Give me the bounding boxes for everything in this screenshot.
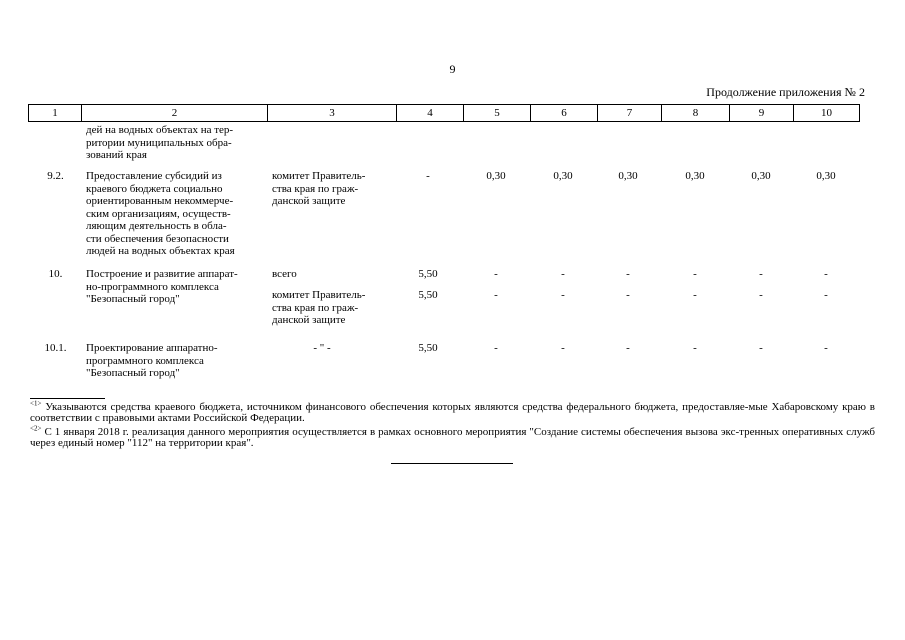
measure-name: [86, 342, 261, 380]
text-line: ства края по граж-: [272, 182, 359, 195]
row-number: 10.1.: [44, 342, 67, 354]
text-line: зований края: [86, 149, 147, 161]
footnote-mark: <1>: [30, 399, 42, 408]
text-line: "Безопасный город": [86, 367, 180, 379]
executor: [272, 268, 397, 281]
text-line: ским организациям, осуществ-: [86, 207, 231, 220]
measure-name: [86, 268, 261, 306]
value-cell: 0,30: [685, 170, 705, 182]
value-cell: -: [693, 289, 697, 301]
text-line: ритории муниципальных обра-: [86, 136, 232, 149]
value-cell: -: [626, 268, 630, 280]
text-line: сти обеспечения безопасности: [86, 232, 229, 245]
column-header: 2: [82, 105, 268, 122]
text-line: Предоставление субсидий из: [86, 170, 222, 182]
text-line: - " -: [313, 342, 331, 354]
footnote: [30, 424, 875, 449]
value-cell: -: [693, 268, 697, 280]
value-cell: -: [494, 268, 498, 280]
value-cell: -: [561, 268, 565, 280]
text-line: комитет Правитель-: [272, 289, 366, 301]
column-header: 9: [730, 105, 794, 122]
row-number: 9.2.: [47, 170, 64, 182]
footnote-mark: <2>: [30, 424, 42, 433]
value-cell: 0,30: [816, 170, 836, 182]
value-cell: 0,30: [751, 170, 771, 182]
value-cell: -: [759, 342, 763, 354]
text-line: но-программного комплекса: [86, 280, 219, 293]
footnote-text: С 1 января 2018 г. реализация данного мероприятия осуществляется в рамках основного мероприятия "Создание системы обеспечения вызова экс-тренных оперативных служб через единый номер "112" на территории края".: [30, 426, 875, 449]
text-line: людей на водных объектах края: [86, 245, 235, 257]
value-cell: 5,50: [418, 268, 438, 280]
text-line: краевого бюджета социально: [86, 182, 223, 195]
text-line: всего: [272, 268, 297, 280]
end-divider: [391, 463, 513, 464]
column-header: 10: [794, 105, 860, 122]
value-cell: 0,30: [553, 170, 573, 182]
value-cell: -: [561, 289, 565, 301]
value-cell: -: [759, 289, 763, 301]
column-header: 3: [268, 105, 397, 122]
measure-name: [86, 124, 261, 162]
page-number: 9: [449, 62, 456, 76]
footnote: [30, 399, 875, 424]
text-line: Построение и развитие аппарат-: [86, 268, 238, 280]
text-line: Проектирование аппаратно-: [86, 342, 218, 354]
value-cell: -: [824, 268, 828, 280]
continuation-heading: Продолжение приложения № 2: [706, 85, 865, 99]
text-line: программного комплекса: [86, 354, 204, 367]
measure-name: [86, 170, 261, 258]
value-cell: 0,30: [618, 170, 638, 182]
value-cell: 5,50: [418, 342, 438, 354]
column-header: 4: [397, 105, 464, 122]
executor: [272, 342, 372, 355]
text-line: "Безопасный город": [86, 293, 180, 305]
executor: [272, 170, 397, 208]
value-cell: -: [693, 342, 697, 354]
value-cell: 5,50: [418, 289, 438, 301]
column-header: 7: [598, 105, 662, 122]
column-header: 8: [662, 105, 730, 122]
value-cell: -: [561, 342, 565, 354]
text-line: ляющим деятельность в обла-: [86, 220, 227, 232]
row-number: 10.: [48, 268, 63, 280]
value-cell: 0,30: [486, 170, 506, 182]
value-cell: -: [626, 289, 630, 301]
text-line: данской защите: [272, 195, 346, 207]
text-line: ориентированным некоммерче-: [86, 195, 234, 207]
table-header: [28, 104, 860, 122]
executor: [272, 289, 397, 327]
text-line: дей на водных объектах на тер-: [86, 124, 234, 136]
value-cell: -: [494, 342, 498, 354]
column-header: 6: [531, 105, 598, 122]
value-cell: -: [494, 289, 498, 301]
text-line: комитет Правитель-: [272, 170, 366, 182]
column-header: 5: [464, 105, 531, 122]
value-cell: -: [759, 268, 763, 280]
value-cell: -: [626, 342, 630, 354]
value-cell: -: [824, 289, 828, 301]
footnote-text: Указываются средства краевого бюджета, источником финансового обеспечения которых являются средства федерального бюджета, предоставляе-мые Хабаровскому краю в соответствии с правовыми актами Российской Федерации.: [30, 401, 875, 424]
column-header: 1: [29, 105, 82, 122]
text-line: данской защите: [272, 314, 346, 326]
value-cell: -: [824, 342, 828, 354]
value-cell: -: [426, 170, 430, 182]
text-line: ства края по граж-: [272, 301, 359, 314]
